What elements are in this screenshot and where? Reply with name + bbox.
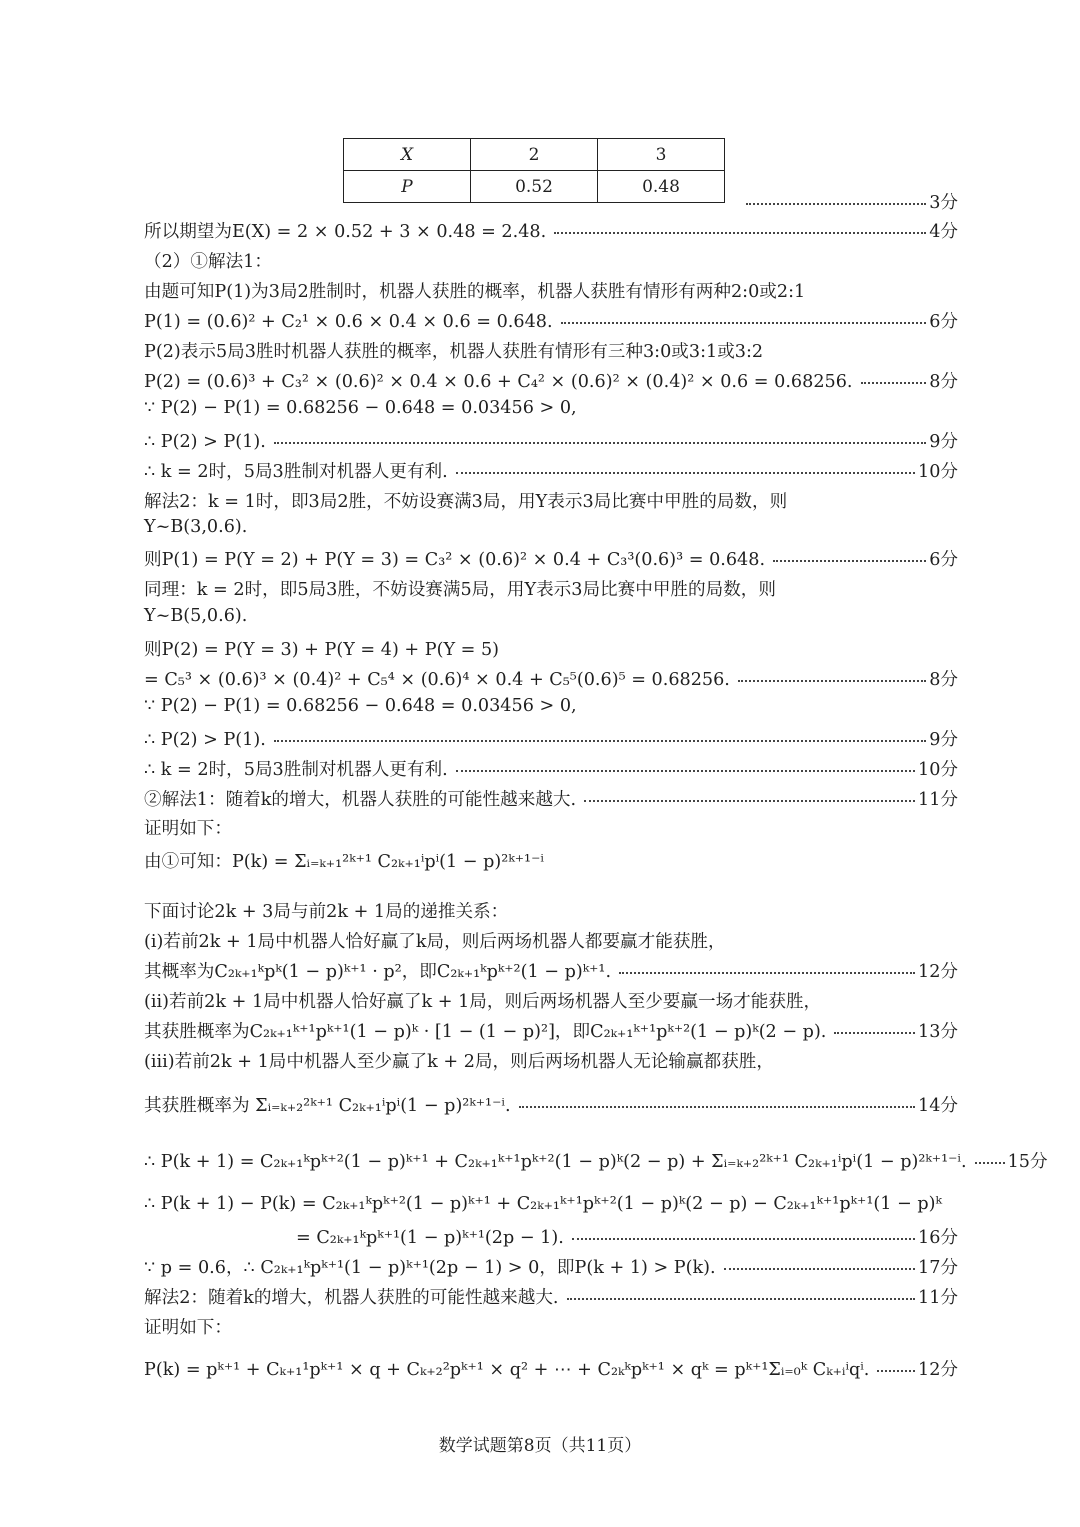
score-mark: 6分 [929,312,958,332]
score-mark: 13分 [918,1022,958,1042]
solution-line [144,815,958,840]
dot-leader [877,1369,915,1372]
line-text: P(k) = pᵏ⁺¹ + Cₖ₊₁¹pᵏ⁺¹ × q + Cₖ₊₂²pᵏ⁺¹ × q² + ⋯ + C₂ₖᵏpᵏ⁺¹ × qᵏ = pᵏ⁺¹Σᵢ₌₀ᵏ Cₖ₊ᵢⁱqⁱ. [144,1360,870,1380]
dot-leader [274,441,926,444]
solution-line [144,988,958,1013]
solution-line [144,1194,958,1214]
line-text: 则P(2) = P(Y = 3) + P(Y = 4) + P(Y = 5) [144,640,500,660]
solution-line [144,218,958,243]
solution-line [144,398,958,418]
page-footer: 数学试题第8页（共11页） [438,1436,642,1456]
score-mark: 16分 [918,1228,958,1248]
score-mark: 15分 [1007,1152,1048,1172]
line-text: ∴ k = 2时，5局3胜制对机器人更有利. [144,760,448,780]
dot-leader [456,769,915,772]
score-mark: 10分 [918,462,958,482]
dot-leader [738,679,926,682]
dot-leader [561,321,927,324]
score-mark: 3分 [929,193,958,213]
score-mark: 11分 [918,790,958,810]
dot-leader [975,1161,1005,1164]
solution-line [144,1092,958,1117]
solution-line [144,958,958,983]
solution-line [144,666,958,691]
solution-line [144,928,958,953]
line-text: = C₂ₖ₊₁ᵏpᵏ⁺¹(1 − p)ᵏ⁺¹(2p − 1). [296,1228,564,1248]
line-text: ∴ P(k + 1) = C₂ₖ₊₁ᵏpᵏ⁺²(1 − p)ᵏ⁺¹ + C₂ₖ₊₁ᵏ⁺¹pᵏ⁺²(1 − p)ᵏ(2 − p) + Σᵢ₌ₖ₊₂²ᵏ⁺¹ C₂ₖ₊₁ⁱpⁱ(1 − p)²ᵏ⁺¹⁻ⁱ. [144,1152,967,1172]
line-text: 其获胜概率为 Σᵢ₌ₖ₊₂²ᵏ⁺¹ C₂ₖ₊₁ⁱpⁱ(1 − p)²ᵏ⁺¹⁻ⁱ. [144,1096,511,1116]
line-text: 证明如下： [144,1318,232,1338]
table-cell: 0.48 [598,171,725,203]
dot-leader [773,559,926,562]
table-header-row [344,139,725,171]
dot-leader [519,1105,915,1108]
solution-line [144,278,958,303]
line-text: 解法2：随着k的增大，机器人获胜的可能性越来越大. [144,1288,559,1308]
solution-line [144,848,958,873]
table-row [344,171,725,203]
dot-leader [861,381,927,384]
line-text: ∴ P(2) > P(1). [144,730,266,750]
line-text: 所以期望为E(X) = 2 × 0.52 + 3 × 0.48 = 2.48. [144,222,547,242]
line-text: (iii)若前2k + 1局中机器人至少赢了k + 2局，则后两场机器人无论输赢都获胜， [144,1052,774,1072]
line-text: 其获胜概率为C₂ₖ₊₁ᵏ⁺¹pᵏ⁺¹(1 − p)ᵏ · [1 − (1 − p)²]，即C₂ₖ₊₁ᵏ⁺¹pᵏ⁺²(1 − p)ᵏ(2 − p). [144,1022,827,1042]
dot-leader [834,1031,915,1034]
table-cell: 3 [598,139,725,171]
line-text: Y~B(5,0.6). [144,606,248,626]
table-cell: 0.52 [471,171,598,203]
line-text: 证明如下： [144,819,232,839]
solution-line [144,1224,958,1249]
table-cell: X [344,139,471,171]
score-mark: 14分 [918,1096,958,1116]
solution-line [144,726,958,751]
line-text: ②解法1：随着k的增大，机器人获胜的可能性越来越大. [144,790,577,810]
line-text: 同理：k = 2时，即5局3胜，不妨设赛满5局，用Y表示3局比赛中甲胜的局数，则 [144,580,776,600]
solution-line [144,576,958,601]
line-text: P(2) = (0.6)³ + C₃² × (0.6)² × 0.4 × 0.6 + C₄² × (0.6)² × (0.4)² × 0.6 = 0.68256. [144,372,853,392]
line-text: （2）①解法1： [144,252,272,272]
dot-leader [724,1267,915,1270]
solution-line [144,1356,958,1381]
line-text: P(2)表示5局3胜时机器人获胜的概率，机器人获胜有情形有三种3:0或3:1或3:2 [144,342,764,362]
dot-leader [274,739,926,742]
dot-leader [619,971,915,974]
score-mark: 8分 [929,372,958,392]
solution-line [144,338,958,363]
line-text: 下面讨论2k + 3局与前2k + 1局的递推关系： [144,902,509,922]
solution-line [144,1314,958,1339]
solution-line [144,756,958,781]
line-text: ∴ P(2) > P(1). [144,432,266,452]
score-mark: 17分 [918,1258,958,1278]
distribution-table [343,138,725,203]
score-mark: 6分 [929,550,958,570]
score-mark: 9分 [929,432,958,452]
score-mark: 10分 [918,760,958,780]
line-text: (i)若前2k + 1局中机器人恰好赢了k局，则后两场机器人都要赢才能获胜， [144,932,726,952]
line-text: ∵ P(2) − P(1) = 0.68256 − 0.648 = 0.03456 > 0, [144,696,577,716]
solution-line [144,1254,958,1279]
solution-line [144,428,958,453]
line-text: 其概率为C₂ₖ₊₁ᵏpᵏ(1 − p)ᵏ⁺¹ · p²，即C₂ₖ₊₁ᵏpᵏ⁺²(1 − p)ᵏ⁺¹. [144,962,612,982]
solution-line [144,488,958,513]
score-mark: 8分 [929,670,958,690]
solution-line [144,308,958,333]
table-score-line [738,189,958,214]
dot-leader [746,202,926,205]
solution-line [144,1018,958,1043]
solution-line [144,606,958,626]
solution-line [144,458,958,483]
line-text: 解法2：k = 1时，即3局2胜，不妨设赛满3局，用Y表示3局比赛中甲胜的局数，则 [144,492,788,512]
solution-line [144,786,958,811]
dot-leader [456,471,915,474]
solution-line [144,696,958,716]
solution-line [144,636,958,661]
line-text: ∵ P(2) − P(1) = 0.68256 − 0.648 = 0.03456 > 0, [144,398,577,418]
solution-line [144,368,958,393]
line-text: 由题可知P(1)为3局2胜制时，机器人获胜的概率，机器人获胜有情形有两种2:0或2:1 [144,282,806,302]
line-text: ∴ P(k + 1) − P(k) = C₂ₖ₊₁ᵏpᵏ⁺²(1 − p)ᵏ⁺¹ + C₂ₖ₊₁ᵏ⁺¹pᵏ⁺²(1 − p)ᵏ(2 − p) − C₂ₖ₊₁ᵏ⁺¹pᵏ⁺¹(1 − p)ᵏ [144,1194,942,1214]
solution-line [144,898,958,923]
solution-line [144,1148,1048,1173]
dot-leader [567,1297,916,1300]
score-mark: 9分 [929,730,958,750]
line-text: 则P(1) = P(Y = 2) + P(Y = 3) = C₃² × (0.6)² × 0.4 + C₃³(0.6)³ = 0.648. [144,550,766,570]
score-mark: 11分 [918,1288,958,1308]
solution-line [144,248,958,273]
line-text: ∵ p = 0.6，∴ C₂ₖ₊₁ᵏpᵏ⁺¹(1 − p)ᵏ⁺¹(2p − 1) > 0，即P(k + 1) > P(k). [144,1258,716,1278]
dot-leader [584,799,915,802]
solution-line [144,1048,958,1073]
solution-line [144,1284,958,1309]
line-text: (ii)若前2k + 1局中机器人恰好赢了k + 1局，则后两场机器人至少要赢一场才能获胜， [144,992,822,1012]
score-mark: 4分 [929,222,958,242]
dot-leader [554,231,926,234]
score-mark: 12分 [918,962,958,982]
score-mark: 12分 [918,1360,958,1380]
line-text: = C₅³ × (0.6)³ × (0.4)² + C₅⁴ × (0.6)⁴ × 0.4 + C₅⁵(0.6)⁵ = 0.68256. [144,670,730,690]
solution-line [144,546,958,571]
table-cell: 2 [471,139,598,171]
table-cell: P [344,171,471,203]
line-text: ∴ k = 2时，5局3胜制对机器人更有利. [144,462,448,482]
line-text: P(1) = (0.6)² + C₂¹ × 0.6 × 0.4 × 0.6 = 0.648. [144,312,553,332]
line-text: 由①可知：P(k) = Σᵢ₌ₖ₊₁²ᵏ⁺¹ C₂ₖ₊₁ⁱpⁱ(1 − p)²ᵏ⁺¹⁻ⁱ [144,852,544,872]
line-text: Y~B(3,0.6). [144,517,248,537]
dot-leader [572,1237,915,1240]
solution-line [144,517,958,537]
